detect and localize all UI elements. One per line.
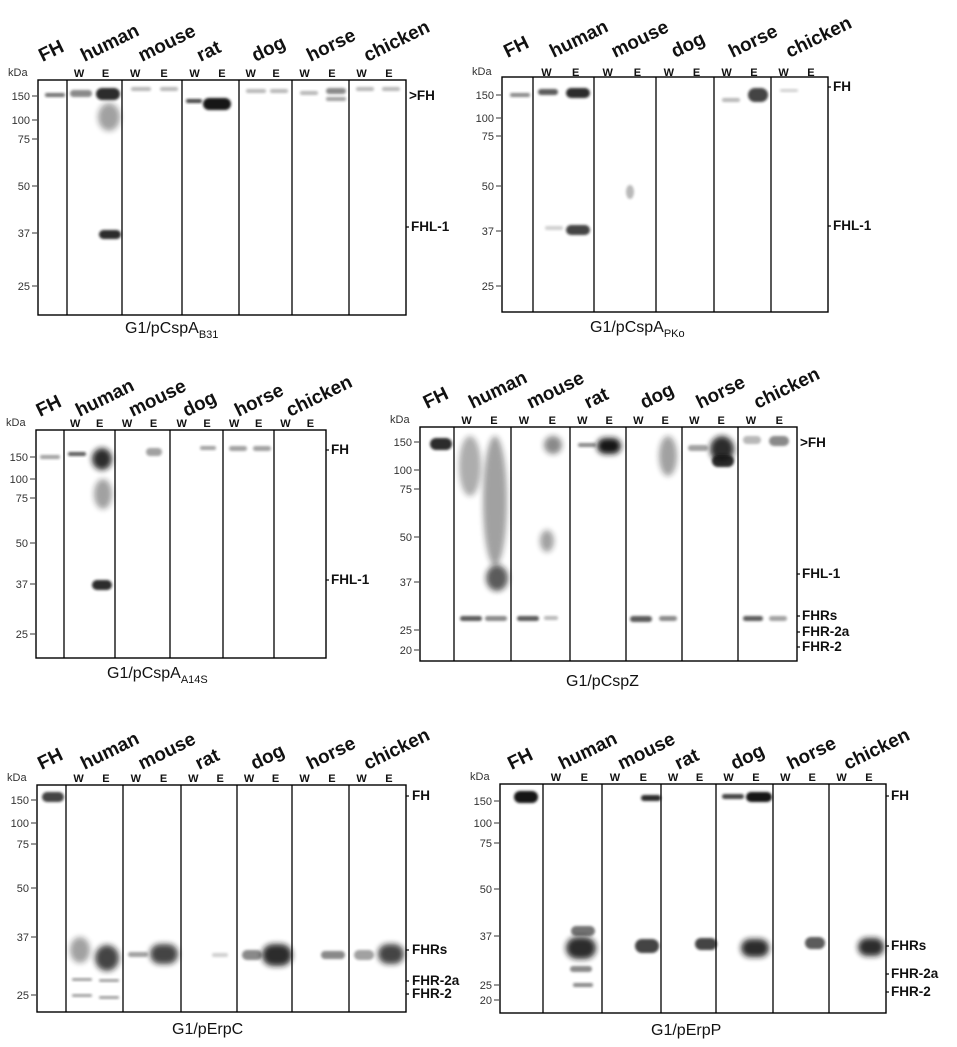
protein-band	[98, 103, 120, 131]
lane-label-e: E	[328, 773, 336, 785]
source-label-mouse: mouse	[134, 728, 200, 775]
band-label-FH: >FH	[800, 435, 826, 450]
band-label-FH: FH	[891, 788, 909, 803]
lane-label-w: W	[723, 772, 734, 784]
blot-bands	[510, 88, 798, 235]
protein-band	[128, 952, 148, 957]
lane-label-w: W	[176, 418, 187, 430]
protein-band	[805, 937, 825, 949]
protein-band	[722, 98, 740, 102]
mw-marker-75: 75	[481, 131, 494, 143]
source-label-horse: horse	[783, 732, 840, 775]
source-label-mouse: mouse	[125, 375, 190, 422]
lane-label-w: W	[633, 415, 644, 427]
blot-panel-ErpC	[7, 725, 460, 1038]
source-label-FH: FH	[504, 744, 537, 775]
band-label-FHRs: FHRs	[802, 608, 838, 623]
lane-label-e: E	[306, 418, 315, 430]
protein-band	[858, 938, 884, 956]
protein-band	[630, 616, 652, 622]
mw-marker-100: 100	[10, 818, 29, 830]
lane-label-e: E	[328, 68, 336, 80]
band-label-FHR-2: FHR-2	[802, 639, 842, 654]
source-label-mouse: mouse	[134, 20, 200, 67]
protein-band	[92, 448, 112, 470]
protein-band	[748, 88, 768, 102]
band-label-FH: FH	[331, 442, 349, 457]
lane-label-e: E	[203, 418, 211, 430]
lane-label-w: W	[550, 772, 562, 784]
band-label-FH: FH	[412, 788, 430, 803]
source-label-horse: horse	[231, 379, 288, 422]
protein-band	[99, 979, 119, 982]
band-label-FHR-2a: FHR-2a	[412, 973, 460, 988]
protein-band	[573, 983, 593, 987]
lane-label-e: E	[159, 773, 168, 785]
protein-band	[72, 994, 92, 997]
protein-band	[566, 88, 590, 98]
source-label-chicken: chicken	[782, 12, 856, 63]
lane-label-w: W	[745, 415, 757, 427]
source-label-human: human	[546, 16, 612, 63]
protein-band	[42, 792, 64, 802]
panel-caption	[651, 1022, 721, 1039]
protein-band	[635, 939, 659, 953]
mw-marker-150: 150	[393, 437, 412, 449]
protein-band	[743, 616, 763, 621]
lane-label-w: W	[188, 773, 199, 785]
lane-label-e: E	[695, 772, 704, 784]
blot-bands	[45, 87, 400, 239]
protein-band	[253, 446, 271, 451]
protein-band	[229, 446, 247, 451]
panel-caption	[172, 1021, 243, 1038]
mw-marker-37: 37	[17, 228, 30, 240]
lane-label-w: W	[541, 67, 552, 79]
band-label-FHL-1: FHL-1	[411, 219, 450, 234]
lane-label-w: W	[780, 772, 791, 784]
source-label-rat: rat	[191, 744, 224, 775]
lane-label-e: E	[385, 68, 393, 80]
source-label-horse: horse	[303, 24, 360, 67]
protein-band	[659, 616, 677, 621]
mw-marker-100: 100	[475, 113, 494, 125]
mw-marker-20: 20	[479, 995, 492, 1007]
lane-label-e: E	[572, 67, 580, 79]
source-label-FH: FH	[32, 391, 65, 422]
lane-label-e: E	[865, 772, 873, 784]
band-label-FHL-1: FHL-1	[331, 572, 370, 587]
protein-band	[517, 616, 539, 621]
lane-label-e: E	[218, 68, 226, 80]
band-label-FHL-1: FHL-1	[833, 218, 872, 233]
mw-marker-50: 50	[15, 538, 28, 550]
lane-label-w: W	[577, 415, 588, 427]
panel-caption	[107, 665, 208, 686]
mw-marker-37: 37	[479, 931, 492, 943]
protein-band	[566, 937, 596, 959]
source-label-rat: rat	[671, 744, 703, 775]
lane-label-w: W	[689, 415, 700, 427]
lane-label-e: E	[96, 418, 104, 430]
lane-label-e: E	[271, 773, 280, 785]
lane-label-w: W	[121, 418, 133, 430]
kda-label: kDa	[8, 67, 28, 79]
mw-marker-75: 75	[17, 134, 30, 146]
caption-main: G1/pCspZ	[566, 673, 639, 690]
blot-panel-B31	[8, 17, 450, 341]
source-label-dog: dog	[248, 32, 289, 67]
mw-marker-100: 100	[11, 115, 30, 127]
mw-marker-100: 100	[473, 818, 492, 830]
lane-label-w: W	[130, 68, 141, 80]
mw-marker-20: 20	[399, 645, 412, 657]
protein-band	[186, 99, 202, 103]
protein-band	[354, 950, 374, 960]
protein-band	[99, 996, 119, 999]
mw-marker-75: 75	[16, 839, 29, 851]
source-label-FH: FH	[500, 32, 533, 63]
protein-band	[510, 93, 530, 97]
panel-caption	[566, 673, 639, 690]
lane-label-e: E	[548, 415, 556, 427]
source-label-chicken: chicken	[360, 16, 434, 67]
protein-band	[485, 616, 507, 621]
protein-band	[326, 97, 346, 101]
lane-label-w: W	[245, 68, 256, 80]
caption-main: G1/pCspA	[107, 665, 181, 682]
protein-band	[659, 436, 677, 476]
lane-label-e: E	[750, 67, 758, 79]
lane-label-e: E	[160, 68, 168, 80]
protein-band	[570, 966, 592, 972]
mw-marker-150: 150	[11, 91, 30, 103]
protein-band	[722, 794, 744, 799]
protein-band	[578, 443, 596, 447]
protein-band	[94, 479, 112, 509]
lane-label-w: W	[229, 418, 240, 430]
lane-label-w: W	[280, 418, 291, 430]
protein-band	[68, 452, 86, 456]
source-label-mouse: mouse	[607, 16, 673, 63]
source-label-human: human	[555, 728, 621, 775]
gel-frame	[38, 80, 406, 315]
caption-main: G1/pErpP	[651, 1022, 722, 1039]
mw-marker-25: 25	[15, 629, 28, 641]
protein-band	[382, 87, 400, 91]
lane-label-w: W	[721, 67, 732, 79]
source-label-dog: dog	[667, 28, 709, 63]
mw-marker-25: 25	[17, 281, 30, 293]
lane-label-w: W	[356, 773, 367, 785]
mw-marker-25: 25	[16, 990, 29, 1002]
lane-label-e: E	[633, 67, 642, 79]
mw-marker-37: 37	[481, 226, 494, 238]
source-label-human: human	[77, 20, 143, 67]
mw-marker-37: 37	[15, 579, 28, 591]
lane-label-w: W	[189, 68, 200, 80]
caption-subscript: PKo	[663, 328, 685, 340]
mw-marker-50: 50	[399, 532, 412, 544]
protein-band	[486, 565, 508, 591]
lane-label-w: W	[667, 772, 679, 784]
caption-subscript: A14S	[180, 674, 208, 686]
source-label-dog: dog	[247, 740, 288, 775]
protein-band	[695, 938, 717, 950]
mw-marker-50: 50	[17, 181, 30, 193]
mw-marker-50: 50	[479, 884, 492, 896]
source-label-human: human	[72, 375, 138, 422]
mw-marker-100: 100	[9, 474, 28, 486]
protein-band	[460, 616, 482, 621]
lane-label-e: E	[639, 772, 647, 784]
protein-band	[200, 446, 216, 450]
lane-label-e: E	[692, 67, 701, 79]
mw-marker-150: 150	[475, 90, 494, 102]
protein-band	[160, 87, 178, 91]
protein-band	[430, 438, 452, 450]
blot-panel-CspZ	[390, 364, 850, 690]
lane-label-e: E	[808, 772, 816, 784]
source-label-FH: FH	[419, 383, 452, 414]
source-label-FH: FH	[34, 744, 67, 775]
source-label-rat: rat	[193, 36, 225, 67]
kda-label: kDa	[390, 414, 410, 426]
lane-label-w: W	[299, 68, 310, 80]
kda-label: kDa	[7, 772, 27, 784]
blot-bands	[430, 436, 789, 622]
blot-panel-A14S	[6, 372, 370, 686]
protein-band	[40, 455, 60, 459]
mw-marker-37: 37	[16, 932, 29, 944]
lane-label-e: E	[101, 68, 110, 80]
blot-bands	[40, 446, 271, 590]
protein-band	[242, 950, 262, 960]
source-label-chicken: chicken	[282, 371, 356, 422]
gel-frame	[36, 430, 326, 658]
protein-band	[270, 89, 288, 93]
lane-label-w: W	[778, 67, 789, 79]
band-label-FH: >FH	[409, 88, 435, 103]
panel-caption	[125, 320, 218, 341]
band-label-FH: FH	[833, 79, 851, 94]
caption-main: G1/pErpC	[172, 1021, 244, 1038]
protein-band	[203, 98, 231, 110]
protein-band	[483, 436, 507, 566]
source-label-human: human	[465, 367, 531, 414]
protein-band	[70, 937, 90, 963]
protein-band	[246, 89, 266, 93]
lane-label-w: W	[609, 772, 621, 784]
gel-frame	[502, 77, 828, 312]
protein-band	[326, 88, 346, 94]
source-label-rat: rat	[580, 383, 613, 414]
lane-label-e: E	[775, 415, 783, 427]
protein-band	[746, 792, 772, 802]
lane-label-w: W	[243, 773, 255, 785]
protein-band	[45, 93, 65, 97]
mw-marker-150: 150	[9, 452, 28, 464]
lane-label-e: E	[272, 68, 280, 80]
source-label-human: human	[77, 728, 143, 775]
lane-label-w: W	[73, 68, 85, 80]
lane-label-w: W	[461, 415, 472, 427]
lane-label-e: E	[385, 773, 393, 785]
protein-band	[72, 978, 92, 981]
lane-label-e: E	[717, 415, 725, 427]
protein-band	[146, 448, 162, 456]
caption-main: G1/pCspA	[590, 319, 664, 336]
lane-label-e: E	[255, 418, 263, 430]
protein-band	[597, 438, 621, 454]
mw-marker-50: 50	[16, 883, 29, 895]
lane-label-e: E	[216, 773, 224, 785]
source-label-dog: dog	[179, 387, 220, 422]
lane-label-w: W	[70, 418, 81, 430]
lane-label-e: E	[580, 772, 588, 784]
mw-marker-25: 25	[481, 281, 494, 293]
protein-band	[544, 436, 562, 454]
lane-label-w: W	[602, 67, 613, 79]
mw-marker-75: 75	[15, 493, 28, 505]
protein-band	[641, 795, 661, 801]
source-label-dog: dog	[636, 379, 678, 414]
kda-label: kDa	[470, 771, 490, 783]
protein-band	[741, 939, 769, 957]
band-label-FHRs: FHRs	[891, 938, 927, 953]
lane-label-e: E	[149, 418, 158, 430]
protein-band	[378, 944, 404, 964]
band-label-FHRs: FHRs	[412, 942, 448, 957]
protein-band	[321, 951, 345, 959]
mw-marker-25: 25	[399, 625, 412, 637]
protein-band	[545, 226, 563, 230]
protein-band	[356, 87, 374, 91]
protein-band	[70, 90, 92, 97]
lane-label-w: W	[356, 68, 367, 80]
protein-band	[544, 616, 558, 620]
band-label-FHR-2a: FHR-2a	[802, 624, 850, 639]
protein-band	[743, 436, 761, 444]
lane-label-e: E	[102, 773, 110, 785]
source-label-chicken: chicken	[360, 724, 434, 775]
protein-band	[300, 91, 318, 95]
blot-bands	[42, 792, 404, 999]
blot-panel-ErpP	[470, 725, 939, 1039]
protein-band	[92, 580, 112, 590]
mw-marker-37: 37	[399, 577, 412, 589]
band-label-FHR-2: FHR-2	[891, 984, 931, 999]
panel-caption	[590, 319, 685, 340]
source-label-horse: horse	[725, 20, 782, 63]
lane-label-e: E	[605, 415, 613, 427]
gel-frame	[37, 785, 406, 1012]
kda-label: kDa	[6, 417, 26, 429]
protein-band	[514, 791, 538, 803]
source-label-chicken: chicken	[750, 363, 824, 414]
protein-band	[95, 945, 119, 971]
caption-subscript: B31	[198, 329, 219, 341]
protein-band	[99, 230, 121, 239]
source-label-mouse: mouse	[523, 367, 588, 414]
lane-label-w: W	[73, 773, 84, 785]
lane-label-w: W	[299, 773, 310, 785]
band-label-FHL-1: FHL-1	[802, 566, 841, 581]
lane-label-e: E	[752, 772, 760, 784]
protein-band	[212, 953, 228, 957]
source-label-chicken: chicken	[840, 724, 914, 775]
protein-band	[540, 530, 554, 552]
protein-band	[688, 445, 708, 451]
source-label-horse: horse	[303, 732, 360, 775]
lane-label-e: E	[490, 415, 498, 427]
protein-band	[769, 616, 787, 621]
protein-band	[769, 436, 789, 446]
blot-panel-PKo	[472, 13, 872, 340]
caption-main: G1/pCspA	[125, 320, 199, 337]
protein-band	[131, 87, 151, 91]
mw-marker-100: 100	[393, 465, 412, 477]
band-label-FHR-2: FHR-2	[412, 986, 452, 1001]
lane-label-e: E	[661, 415, 669, 427]
protein-band	[566, 225, 590, 235]
source-label-mouse: mouse	[614, 728, 679, 775]
mw-marker-75: 75	[479, 838, 492, 850]
source-label-FH: FH	[35, 36, 68, 67]
protein-band	[538, 89, 558, 95]
protein-band	[96, 88, 120, 100]
mw-marker-150: 150	[10, 795, 29, 807]
lane-label-w: W	[836, 772, 847, 784]
mw-marker-25: 25	[479, 980, 492, 992]
lane-label-e: E	[807, 67, 815, 79]
protein-band	[459, 436, 481, 496]
protein-band	[262, 944, 292, 966]
mw-marker-50: 50	[481, 181, 494, 193]
protein-band	[150, 944, 178, 964]
band-label-FHR-2a: FHR-2a	[891, 966, 939, 981]
gel-frame	[500, 784, 886, 1013]
mw-marker-75: 75	[399, 484, 412, 496]
kda-label: kDa	[472, 66, 492, 78]
lane-label-w: W	[518, 415, 530, 427]
protein-band	[780, 89, 798, 92]
lane-label-w: W	[663, 67, 674, 79]
mw-marker-150: 150	[473, 796, 492, 808]
protein-band	[571, 926, 595, 936]
source-label-horse: horse	[692, 371, 749, 414]
protein-band	[626, 185, 634, 199]
protein-band	[712, 455, 734, 467]
source-label-dog: dog	[727, 740, 768, 775]
lane-label-w: W	[130, 773, 141, 785]
